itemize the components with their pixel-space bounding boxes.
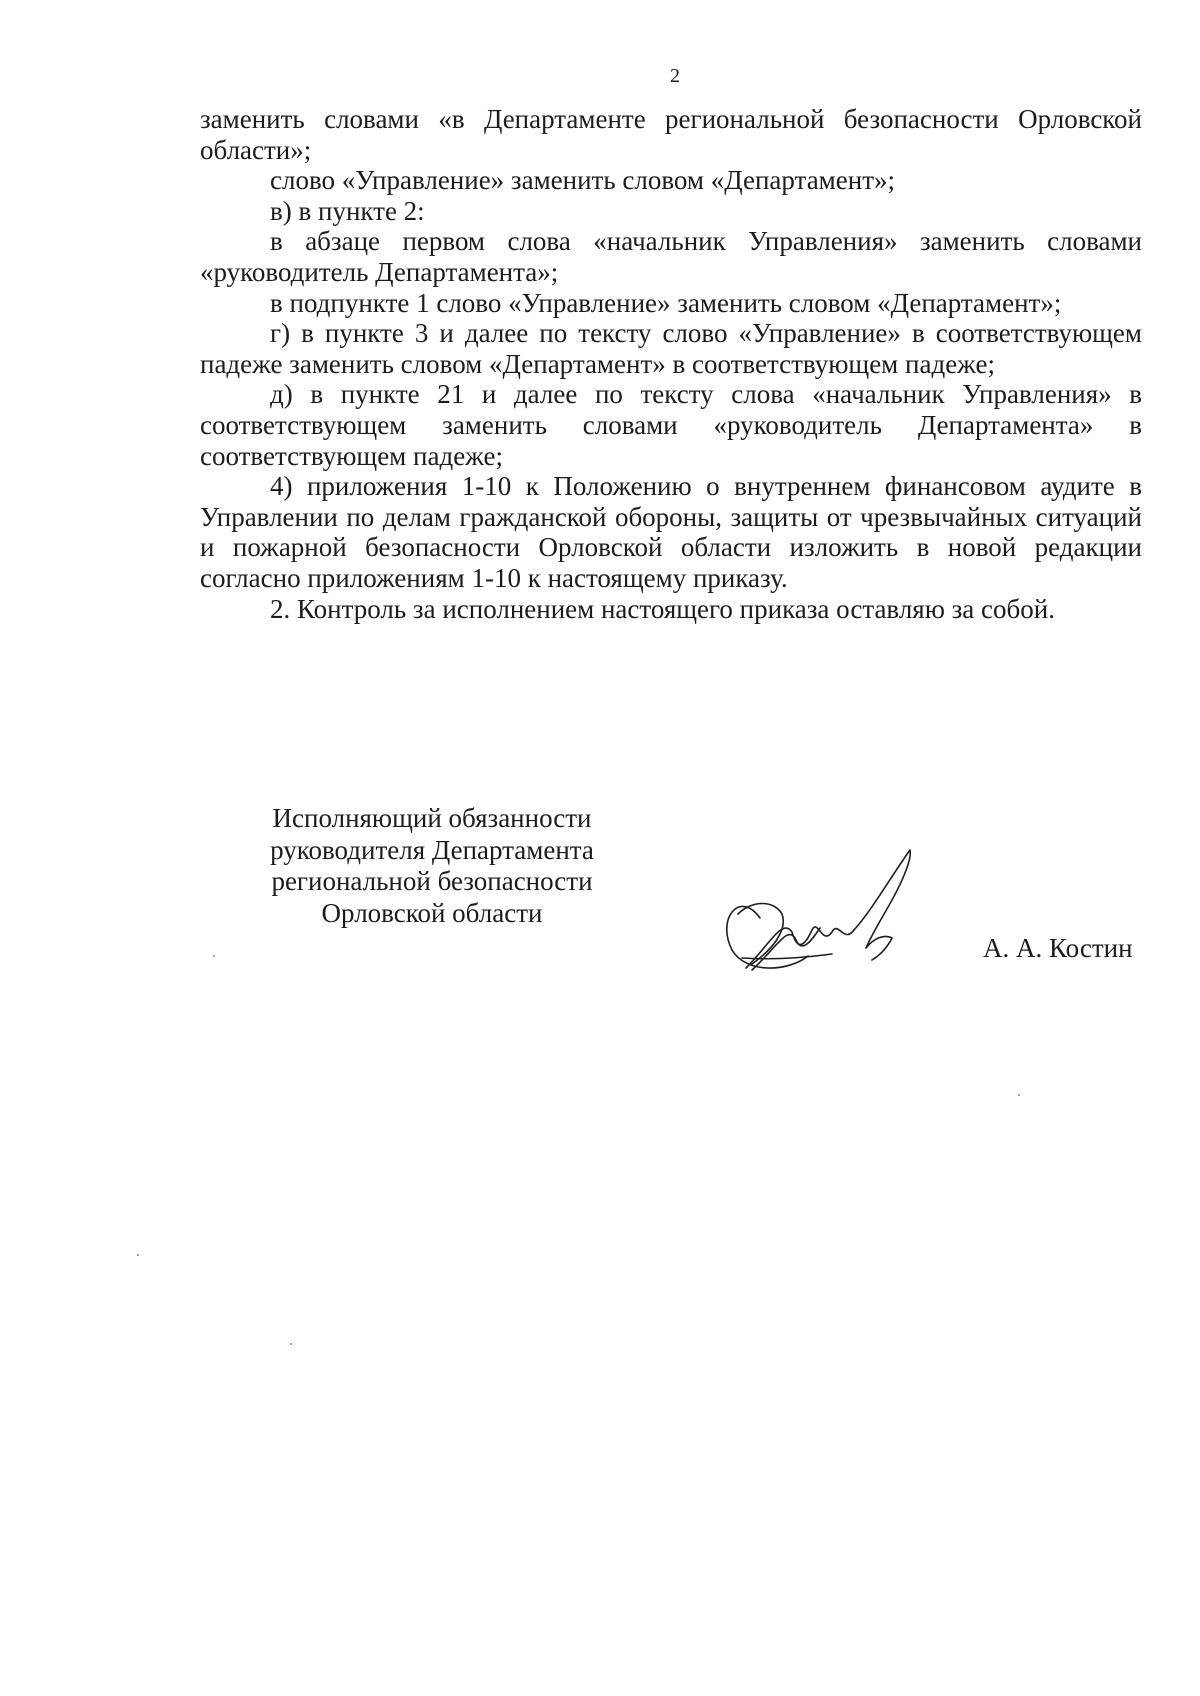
paragraph: в подпункте 1 слово «Управление» заменить словом «Департамент»; (270, 287, 1062, 318)
paragraph: д) в пункте 21 и далее по тексту слова «начальник Управления» в соответствующем заменить словами «руководитель Департамента» в соответствующем падеже; (200, 379, 1142, 471)
paragraph: в абзаце первом слова «начальник Управления» заменить словами «руководитель Департамента»; (200, 226, 1142, 287)
signatory-position-line: региональной безопасности (271, 866, 593, 896)
document-body (200, 104, 1142, 624)
signatory-position (222, 803, 642, 929)
paragraph: слово «Управление» заменить словом «Департамент»; (270, 165, 895, 196)
signatory-position-line: Исполняющий обязанности (272, 803, 592, 833)
scan-speck (1018, 1094, 1020, 1096)
page-number: 2 (670, 65, 680, 87)
paragraph: г) в пункте 3 и далее по тексту слово «Управление» в соответствующем падеже заменить словом «Департамент» в соответствующем падеже; (200, 318, 1142, 379)
signatory-position-line: руководителя Департамента (270, 834, 594, 865)
signatory-position-line: Орловской области (321, 897, 543, 928)
signer-name: А. А. Костин (983, 933, 1133, 963)
paragraph: в) в пункте 2: (270, 195, 425, 226)
scan-speck (137, 1254, 139, 1256)
scan-speck (213, 955, 215, 957)
paragraph: 2. Контроль за исполнением настоящего приказа оставляю за собой. (270, 593, 1055, 624)
paragraph: 4) приложения 1-10 к Положению о внутреннем финансовом аудите в Управлении по делам гражданской обороны, защиты от чрезвычайных ситуаций и пожарной безопасности Орловской области изложить в новой редакции согласно приложениям 1-10 к настоящему приказу. (200, 471, 1142, 593)
paragraph: заменить словами «в Департаменте региональной безопасности Орловской области»; (200, 104, 1142, 165)
handwritten-signature (722, 848, 932, 978)
scan-speck (290, 1343, 292, 1345)
